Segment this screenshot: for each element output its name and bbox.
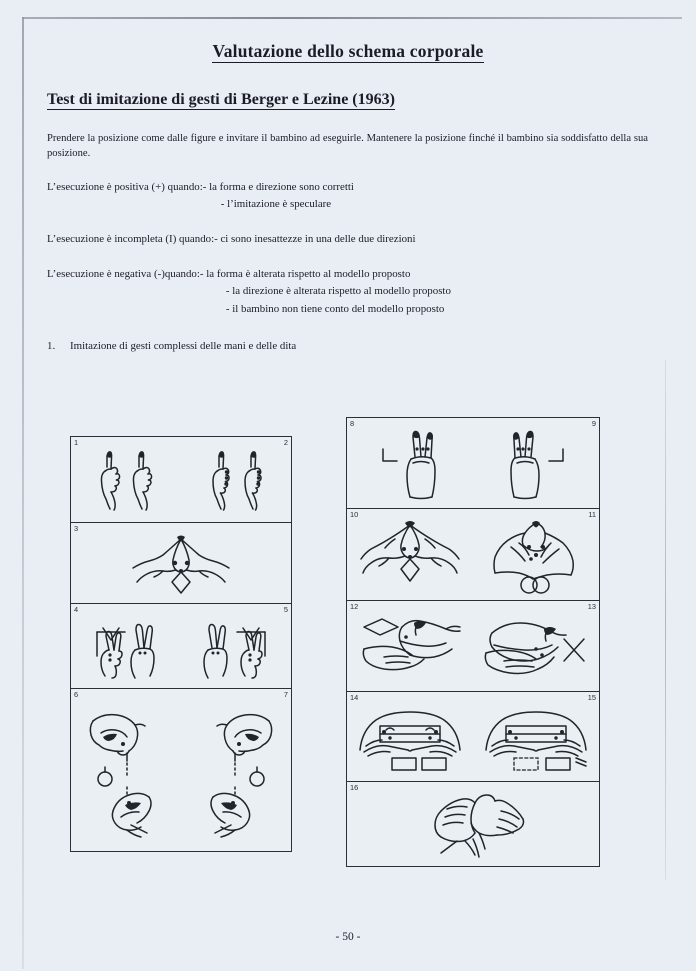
section-title: Test di imitazione di gesti di Berger e Lezine (1963) [47,91,395,108]
figure-cell-16 [347,782,599,862]
hands-stacked-cross-icon [480,605,592,687]
left-figure-panel [70,436,292,852]
hand-v-fingers-left-icon [91,610,161,682]
figure-number-14: 14 [350,693,359,702]
figure-cell-4-5 [71,604,291,689]
hand-two-fingers-bracket-right-icon [493,423,579,503]
hands-arch-rectangles-icon [354,696,466,778]
figure-cell-6-7 [71,689,291,848]
figure-number-11: 11 [588,510,596,519]
page-title: Valutazione dello schema corporale [212,41,484,61]
figure-number-12: 12 [350,602,359,611]
figure-number-8: 8 [350,419,355,428]
right-figure-panel [346,417,600,867]
figure-number-6: 6 [74,690,79,699]
figure-number-7: 7 [283,690,288,699]
rule-positive-lead: L’esecuzione è positiva (+) quando: [47,180,203,193]
rule-negative [47,266,672,319]
rule-negative-lead: L’esecuzione è negativa (-)quando: [47,267,200,280]
figures-area [24,417,672,887]
rule-negative-item-0: - la forma è alterata rispetto al modello proposto [199,267,411,280]
hand-two-fingers-bracket-left-icon [367,423,453,503]
figure-number-10: 10 [350,510,359,519]
figure-number-2: 2 [283,438,288,447]
page-number: - 50 - [335,931,361,943]
hands-stacked-diamond-icon [354,605,466,687]
rule-positive [47,179,672,214]
figure-number-16: 16 [350,783,359,792]
hands-arch-dashed-rectangles-icon [480,696,592,778]
figure-cell-8-9 [347,418,599,509]
figure-number-5: 5 [283,605,288,614]
hands-pinch-drop-right-icon [193,699,279,839]
figure-number-15: 15 [587,693,596,702]
figure-number-4: 4 [74,605,79,614]
hands-interlocked-diamond-icon [355,513,465,597]
rule-incomplete [47,231,672,249]
figure-cell-1-2 [71,437,291,523]
figure-number-1: 1 [74,438,79,447]
hands-peak-diamond-icon [121,528,241,598]
document-page [24,19,672,969]
figure-cell-10-11 [347,509,599,601]
hand-pointing-pair-mirrored-icon [205,447,267,513]
figure-number-13: 13 [587,602,596,611]
list-item-text: Imitazione di gesti complessi delle mani e delle dita [70,339,297,352]
rule-incomplete-lead: L’esecuzione è incompleta (I) quando: [47,233,215,246]
hands-clasped-circles-icon [481,513,591,597]
rule-negative-item-2: - il bambino non tiene conto del modello proposto [225,303,445,315]
hand-v-fingers-right-icon [201,610,271,682]
rule-positive-item-0: - la forma e direzione sono corretti [202,180,354,193]
rule-positive-item-1: - l’imitazione è speculare [220,198,332,211]
figure-number-3: 3 [74,524,79,533]
rule-negative-item-1: - la direzione è alterata rispetto al modello proposto [225,285,451,298]
hand-pointing-pair-icon [95,447,157,513]
numbered-list-item-1 [47,340,672,352]
rule-incomplete-item-0: - ci sono inesattezze in una delle due direzioni [214,233,416,246]
hands-crossed-palms-icon [413,785,533,859]
figure-cell-12-13 [347,601,599,692]
hands-pinch-drop-left-icon [83,699,169,839]
list-item-number: 1. [47,339,56,352]
figure-cell-3 [71,523,291,604]
figure-number-9: 9 [591,419,596,428]
figure-cell-14-15 [347,692,599,782]
intro-paragraph: Prendere la posizione come dalle figure e invitare il bambino ad eseguirle. Mantenere la posizione finché il bambino sia soddisfatto della sua posizione. [47,133,648,160]
